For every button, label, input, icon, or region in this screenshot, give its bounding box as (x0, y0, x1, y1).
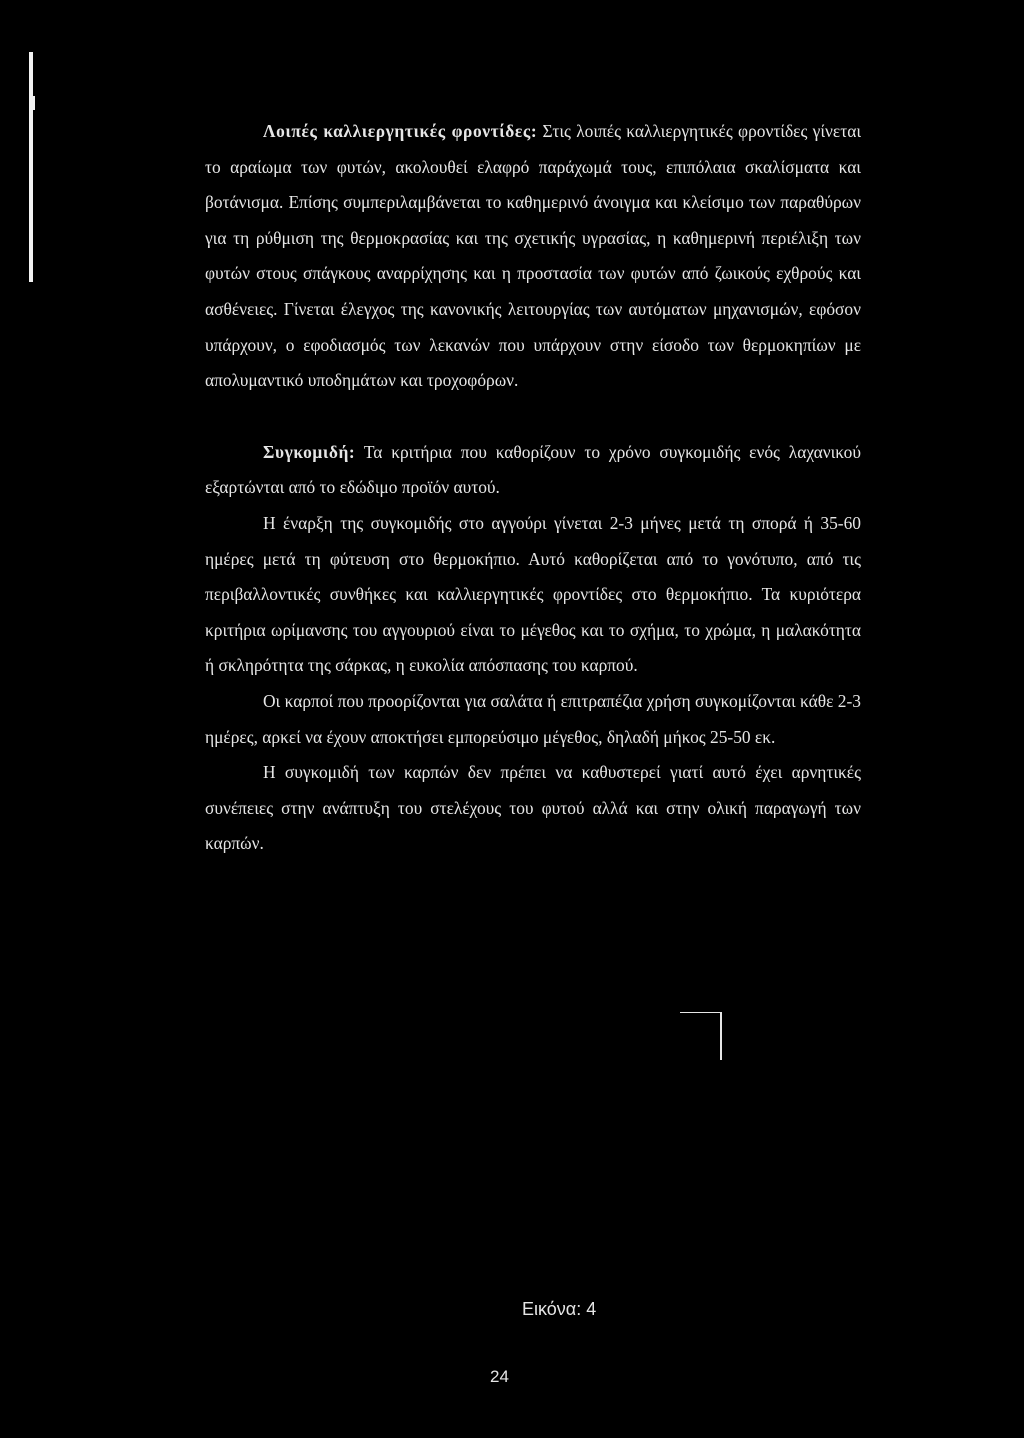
figure-caption: Εικόνα: 4 (522, 1299, 597, 1319)
scan-edge-bar (29, 52, 33, 282)
heading-other-care: Λοιπές καλλιεργητικές φροντίδες: (263, 121, 538, 141)
heading-harvest: Συγκομιδή: (263, 441, 356, 462)
text-other-care: Στις λοιπές καλλιεργητικές φροντίδες γίνεται το αραίωμα των φυτών, ακολουθεί ελαφρό παράχωμά τους, επιπόλαια σκαλίσματα και βοτάνισμα. Επίσης συμπεριλαμβάνεται το καθημερινό άνοιγμα και κλείσιμο των παραθύρων για τη ρύθμιση της θερμοκρασίας και της σχετικής υγρασίας, η καθημερινή περιέλιξη των φυτών στους σπάγκους αναρρίχησης και η προστασία των φυτών από ζωικούς εχθρούς και ασθένειες. Γίνεται έλεγχος της κανονικής λειτουργίας των αυτόματων μηχανισμών, εφόσον υπάρχουν, ο εφοδιασμός των λεκανών που υπάρχουν στην είσοδο των θερμοκηπίων με απολυμαντικό υποδημάτων και τροχοφόρων. (205, 121, 861, 391)
document-body (205, 114, 861, 862)
paragraph-gap (205, 399, 861, 435)
image-corner-mark (680, 1012, 722, 1060)
paragraph-harvest (205, 435, 861, 506)
scan-edge-tick (33, 96, 35, 110)
paragraph-harvest-frequency: Οι καρποί που προορίζονται για σαλάτα ή επιτραπέζια χρήση συγκομίζονται κάθε 2-3 ημέρες, αρκεί να έχουν αποκτήσει εμπορεύσιμο μέγεθος, δηλαδή μήκος 25-50 εκ. (205, 690, 861, 747)
paragraph-harvest-start: Η έναρξη της συγκομιδής στο αγγούρι γίνεται 2-3 μήνες μετά τη σπορά ή 35-60 ημέρες μετά τη φύτευση στο θερμοκήπιο. Αυτό καθορίζεται από το γονότυπο, από τις περιβαλλοντικές συνθήκες και καλλιεργητικές φροντίδες στο θερμοκήπιο. Τα κυριότερα κριτήρια ωρίμανσης του αγγουριού είναι το μέγεθος και το σχήμα, το χρώμα, η μαλακότητα ή σκληρότητα της σάρκας, η ευκολία απόσπασης του καρπού. (205, 512, 861, 676)
paragraph-other-care (205, 114, 861, 399)
page-number: 24 (490, 1367, 509, 1386)
paragraph-harvest-delay: Η συγκομιδή των καρπών δεν πρέπει να καθυστερεί γιατί αυτό έχει αρνητικές συνέπειες στην ανάπτυξη του στελέχους του φυτού αλλά και στην ολική παραγωγή των καρπών. (205, 762, 861, 854)
text-harvest: Τα κριτήρια που καθορίζουν το χρόνο συγκομιδής ενός λαχανικού εξαρτώνται από το εδώδιμο προϊόν αυτού. (205, 441, 861, 498)
